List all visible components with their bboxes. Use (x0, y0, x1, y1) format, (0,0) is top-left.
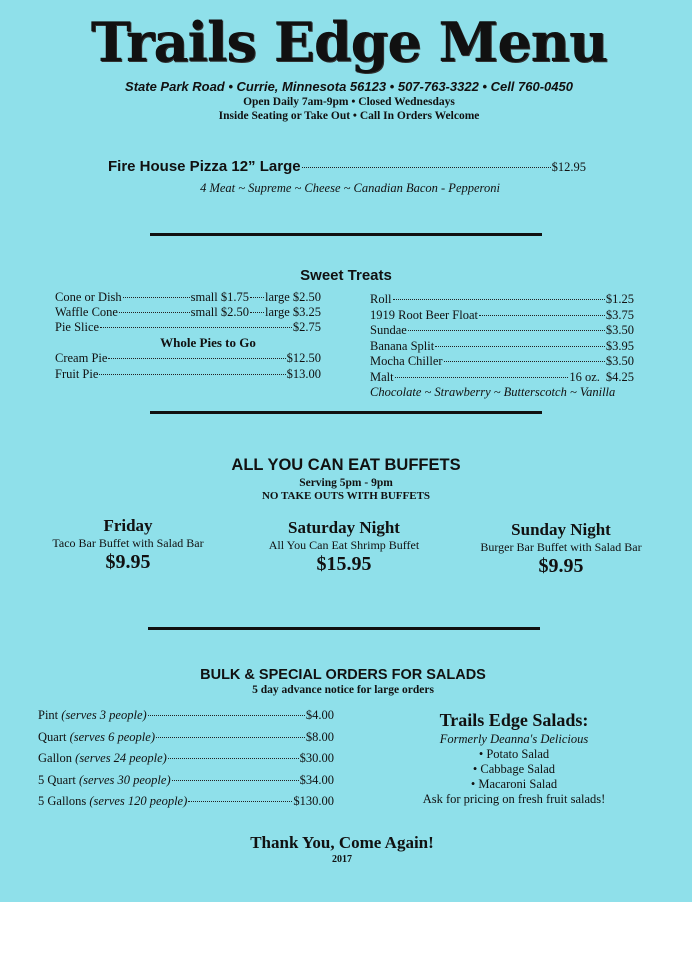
menu-item: Roll $1.25 (370, 292, 634, 306)
menu-item: Fruit Pie $13.00 (55, 367, 321, 381)
buffet-saturday: Saturday Night All You Can Eat Shrimp Buffet $15.95 (268, 518, 420, 575)
divider (148, 627, 540, 630)
bulk-list (38, 708, 334, 816)
list-item: • Macaroni Salad (470, 777, 558, 791)
buffets-notice: NO TAKE OUTS WITH BUFFETS (261, 490, 431, 502)
divider (150, 233, 542, 236)
menu-item: Pie Slice $2.75 (55, 320, 321, 334)
divider (150, 411, 542, 414)
list-item: 5 Gallons (serves 120 people) $130.00 (38, 794, 334, 808)
pizza-row (108, 158, 586, 175)
list-item: Quart (serves 6 people) $8.00 (38, 729, 334, 744)
malt-flavors: Chocolate ~ Strawberry ~ Butterscotch ~ Vanilla (370, 385, 616, 399)
whole-pies-heading: Whole Pies to Go (160, 335, 256, 350)
list-item: 5 Quart (serves 30 people) $34.00 (38, 772, 334, 787)
bulk-heading: BULK & SPECIAL ORDERS FOR SALADS (200, 667, 486, 683)
salads-note: Ask for pricing on fresh fruit salads! (422, 792, 606, 806)
sweet-treats-left (55, 290, 321, 383)
menu-item: Cone or Dish small $1.75 large $2.50 (55, 290, 321, 304)
list-item: Gallon (serves 24 people) $30.00 (38, 751, 334, 765)
menu-item: Sundae $3.50 (370, 323, 634, 337)
menu-item: 1919 Root Beer Float $3.75 (370, 307, 634, 322)
address-line: State Park Road • Currie, Minnesota 56123 • 507-763-3322 • Cell 760-0450 (125, 79, 573, 94)
buffets-heading: ALL YOU CAN EAT BUFFETS (231, 456, 461, 474)
list-item: Pint (serves 3 people) $4.00 (38, 708, 334, 722)
year-text: 2017 (332, 854, 352, 865)
salads-list (396, 747, 632, 792)
pizza-price: $12.95 (551, 160, 586, 174)
hours-line: Open Daily 7am-9pm • Closed Wednesdays (243, 96, 455, 108)
pizza-name: Fire House Pizza 12” Large (108, 158, 301, 175)
service-line: Inside Seating or Take Out • Call In Orders Welcome (218, 110, 480, 122)
pizza-toppings: 4 Meat ~ Supreme ~ Cheese ~ Canadian Bacon - Pepperoni (200, 181, 500, 195)
list-item: • Cabbage Salad (472, 762, 556, 776)
thank-you-text: Thank You, Come Again! (250, 833, 434, 852)
bulk-notice: 5 day advance notice for large orders (252, 684, 434, 696)
buffets-serving: Serving 5pm - 9pm (299, 477, 393, 489)
sweet-treats-right (370, 292, 634, 400)
list-item: • Potato Salad (478, 747, 550, 761)
menu-item: Malt 16 oz. $4.25 (370, 369, 634, 384)
salads-heading: Trails Edge Salads: (439, 710, 589, 730)
buffet-friday: Friday Taco Bar Buffet with Salad Bar $9.95 (52, 516, 204, 573)
dot-leader (302, 167, 551, 168)
menu-item: Banana Split $3.95 (370, 338, 634, 353)
buffet-sunday: Sunday Night Burger Bar Buffet with Salad Bar $9.95 (480, 520, 642, 577)
menu-item: Waffle Cone small $2.50 large $3.25 (55, 305, 321, 319)
sweet-treats-heading: Sweet Treats (300, 267, 392, 284)
salads-box (396, 710, 632, 807)
menu-title: Trails Edge Menu (90, 10, 608, 74)
salads-subheading: Formerly Deanna's Delicious (439, 732, 589, 746)
menu-item: Mocha Chiller $3.50 (370, 354, 634, 368)
menu-item: Cream Pie $12.50 (55, 351, 321, 365)
